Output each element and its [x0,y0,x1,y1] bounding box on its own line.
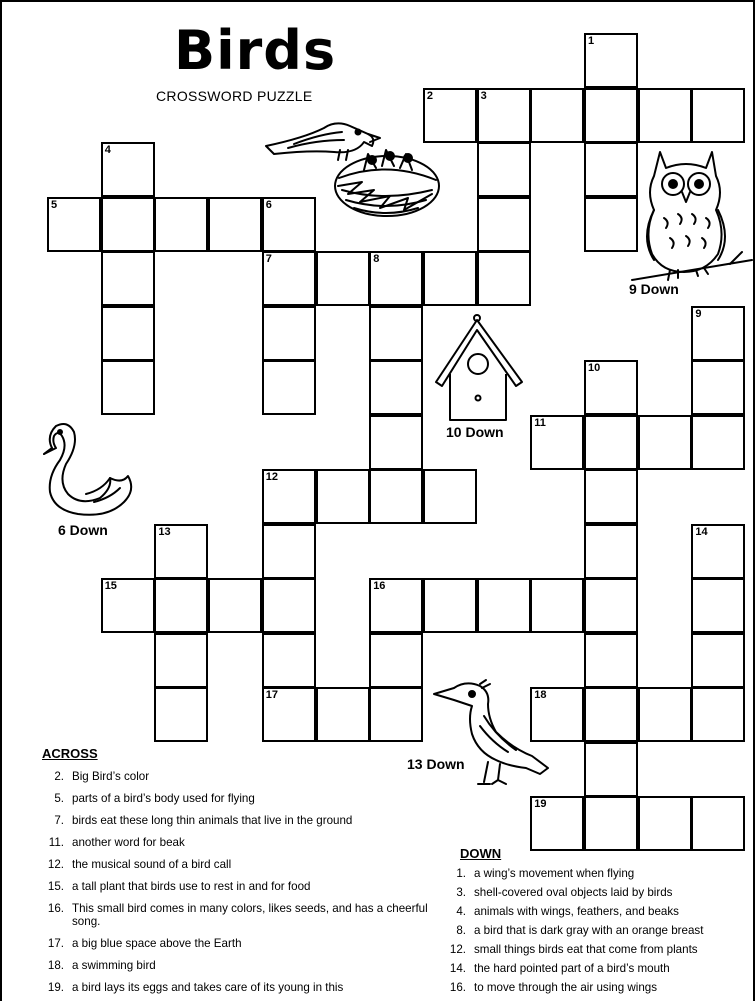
across-clue [38,858,438,871]
down-clue [440,886,672,899]
grid-cell[interactable] [530,415,584,470]
grid-cell[interactable] [584,415,638,470]
grid-cell[interactable] [101,251,155,306]
down-heading: DOWN [460,846,502,861]
clue-text: small things birds eat that come from plants [474,943,698,956]
grid-cell[interactable] [262,469,316,524]
across-clue [38,902,438,928]
grid-cell[interactable] [691,633,745,688]
clue-text: a bird lays its eggs and takes care of its young in this [72,981,344,994]
grid-cell[interactable] [691,524,745,579]
clue-text: a tall plant that birds use to rest in and for food [72,880,311,893]
across-clue [38,937,438,950]
grid-cell[interactable] [638,687,692,742]
clue-text: the musical sound of a bird call [72,858,232,871]
grid-cell[interactable] [369,360,423,415]
crossword-grid [2,2,755,1003]
clue-text: parts of a bird’s body used for flying [72,792,255,805]
clue-index: 17. [47,937,64,950]
down-clue [440,905,679,918]
clue-index: 12. [47,858,64,871]
grid-cell[interactable] [369,306,423,361]
down-clue [440,981,657,994]
crow-caption: 13 Down [407,756,465,772]
clue-text: the hard pointed part of a bird’s mouth [474,962,670,975]
grid-cell[interactable] [154,633,208,688]
grid-cell[interactable] [530,578,584,633]
clue-text: a big blue space above the Earth [72,937,242,950]
clue-text: shell-covered oval objects laid by birds [474,886,673,899]
swan-caption: 6 Down [58,522,108,538]
across-heading: ACROSS [42,746,98,761]
grid-cell[interactable] [691,88,745,143]
clue-index: 5. [54,792,64,805]
grid-cell[interactable] [208,197,262,252]
clue-number: 5 [51,198,58,211]
clue-number: 19 [534,798,547,810]
grid-cell[interactable] [154,524,208,579]
page-title: Birds [174,19,337,82]
grid-cell[interactable] [530,687,584,742]
clue-text: This small bird comes in many colors, likes seeds, and has a cheerful song. [72,902,428,928]
grid-cell[interactable] [477,251,531,306]
clue-index: 8. [456,924,466,937]
down-clue [440,867,634,880]
grid-cell[interactable] [638,415,692,470]
grid-cell[interactable] [691,796,745,851]
grid-cell[interactable] [208,578,262,633]
clue-number: 10 [588,362,601,374]
clue-number: 3 [480,89,487,102]
grid-cell[interactable] [691,306,745,361]
grid-cell[interactable] [584,33,638,88]
across-clue [38,814,438,827]
clue-number: 18 [534,689,547,701]
grid-cell[interactable] [262,524,316,579]
grid-cell[interactable] [423,469,477,524]
clue-text: another word for beak [72,836,185,849]
grid-cell[interactable] [477,197,531,252]
clue-index: 4. [456,905,466,918]
grid-cell[interactable] [584,687,638,742]
grid-cell[interactable] [369,687,423,742]
grid-cell[interactable] [584,197,638,252]
clue-text: to move through the air using wings [474,981,658,994]
down-clue [440,943,698,956]
clue-number: 15 [104,580,117,592]
clue-number: 8 [373,253,380,265]
clue-index: 12. [449,943,466,956]
grid-cell[interactable] [262,578,316,633]
grid-cell[interactable] [262,360,316,415]
grid-cell[interactable] [101,306,155,361]
grid-cell[interactable] [584,88,638,143]
grid-cell[interactable] [47,197,101,252]
clue-index: 14. [449,962,466,975]
across-clue [38,836,438,849]
clue-text: a wing’s movement when flying [474,867,635,880]
clue-index: 7. [54,814,64,827]
grid-cell[interactable] [584,469,638,524]
grid-cell[interactable] [691,360,745,415]
clue-number: 7 [265,253,272,265]
clue-text: a bird that is dark gray with an orange breast [474,924,704,937]
grid-cell[interactable] [477,142,531,197]
down-clue [440,924,703,937]
clue-index: 1. [456,867,466,880]
clue-index: 19. [47,981,64,994]
grid-cell[interactable] [584,633,638,688]
grid-cell[interactable] [316,251,370,306]
clue-index: 16. [47,902,64,915]
across-clue [38,770,438,783]
clue-index: 11. [48,836,64,849]
clue-text: animals with wings, feathers, and beaks [474,905,679,918]
across-clue [38,959,438,972]
clue-number: 16 [373,580,386,592]
clue-number: 9 [695,307,702,320]
clue-number: 11 [534,416,546,429]
grid-cell[interactable] [262,251,316,306]
clue-number: 6 [265,198,272,211]
grid-cell[interactable] [101,578,155,633]
grid-cell[interactable] [154,578,208,633]
clue-index: 3. [456,886,466,899]
grid-cell[interactable] [638,88,692,143]
grid-cell[interactable] [101,142,155,197]
grid-cell[interactable] [584,360,638,415]
birdhouse-caption: 10 Down [446,424,504,440]
clue-text: a swimming bird [72,959,156,972]
grid-cell[interactable] [584,796,638,851]
grid-cell[interactable] [316,687,370,742]
grid-cell[interactable] [154,687,208,742]
clue-number: 13 [158,525,171,538]
down-clue [440,962,670,975]
clue-index: 18. [47,959,64,972]
grid-cell[interactable] [477,88,531,143]
clue-number: 2 [426,89,434,102]
across-clue [38,880,438,893]
grid-cell[interactable] [262,687,316,742]
grid-cell[interactable] [101,197,155,252]
grid-cell[interactable] [423,251,477,306]
grid-cell[interactable] [369,578,423,633]
grid-cell[interactable] [691,578,745,633]
grid-cell[interactable] [691,687,745,742]
grid-cell[interactable] [369,415,423,470]
clue-index: 16. [449,981,466,994]
grid-cell[interactable] [262,197,316,252]
grid-cell[interactable] [262,633,316,688]
grid-cell[interactable] [154,197,208,252]
clue-text: Big Bird’s color [72,770,150,783]
clue-index: 15. [47,880,64,893]
grid-cell[interactable] [584,524,638,579]
page-subtitle: CROSSWORD PUZZLE [156,88,313,104]
across-clue [38,792,438,805]
clue-number: 14 [695,525,708,538]
clue-text: birds eat these long thin animals that live in the ground [72,814,353,827]
grid-cell[interactable] [691,415,745,470]
clue-number: 17 [265,689,279,701]
grid-cell[interactable] [369,251,423,306]
grid-cell[interactable] [369,633,423,688]
grid-cell[interactable] [638,796,692,851]
clue-number: 4 [104,144,111,156]
grid-cell[interactable] [530,796,584,851]
grid-cell[interactable] [477,578,531,633]
grid-cell[interactable] [101,360,155,415]
owl-caption: 9 Down [629,281,679,297]
grid-cell[interactable] [423,578,477,633]
grid-cell[interactable] [316,469,370,524]
grid-cell[interactable] [423,88,477,143]
grid-cell[interactable] [584,142,638,197]
clue-index: 2. [54,770,64,783]
grid-cell[interactable] [584,742,638,797]
grid-cell[interactable] [530,88,584,143]
across-clue [38,981,438,994]
grid-cell[interactable] [584,578,638,633]
clue-number: 1 [588,35,595,47]
grid-cell[interactable] [369,469,423,524]
grid-cell[interactable] [262,306,316,361]
clue-number: 12 [265,471,279,483]
